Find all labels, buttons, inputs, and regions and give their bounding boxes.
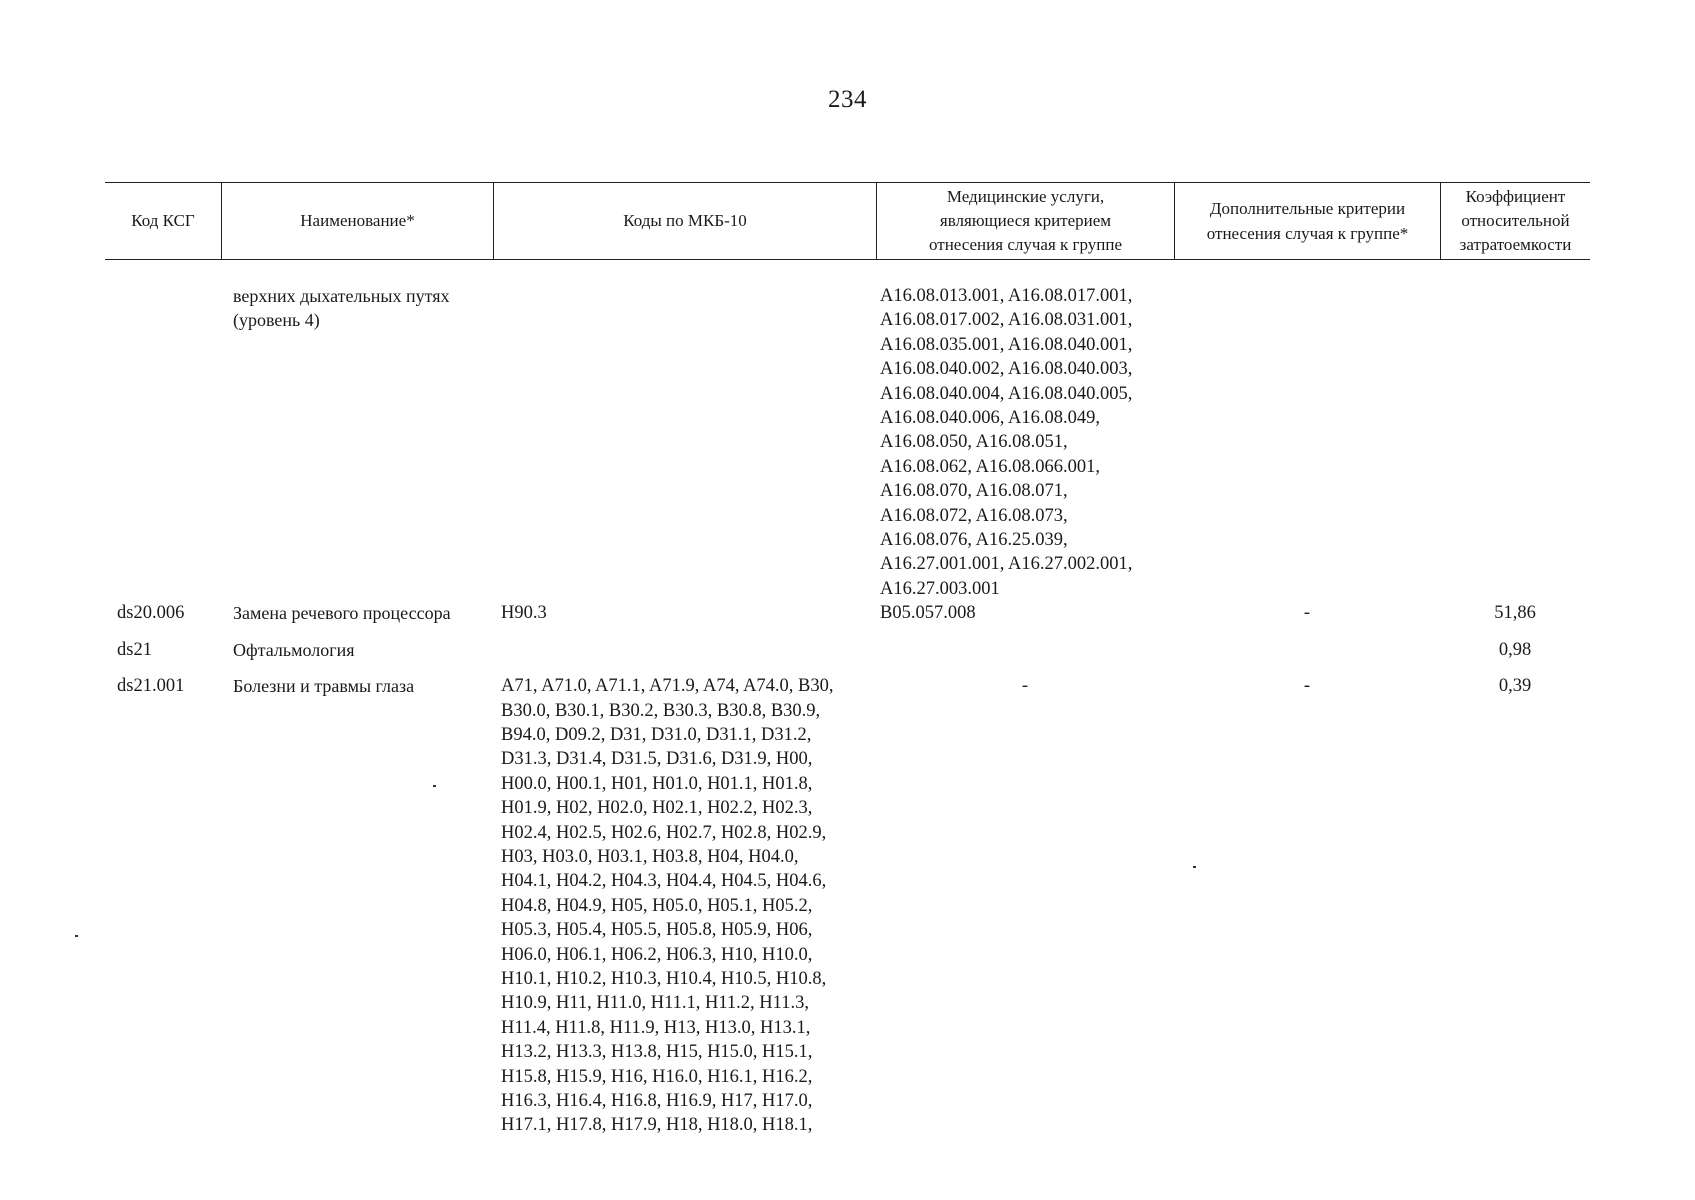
cell-services: A16.08.013.001, A16.08.017.001, A16.08.017.002, A16.08.031.001, A16.08.035.001, A16.08.040.001, A16.08.040.002, A16.08.040.003, A16.08.040.004, A16.08.040.005, A16.08.040.006, A16.08.049, A16.08.050, A16.08.051, A16.08.062, A16.08.066.001, A16.08.070, A16.08.071, A16.08.072, A16.08.073, A16.08.076, A16.25.039, A16.27.001.001, A16.27.002.001, A16.27.003.001 — [880, 286, 1133, 599]
cell-coefficient — [1440, 284, 1590, 601]
cell-name: верхних дыхательных путях (уровень 4) — [233, 286, 450, 331]
cell-name: Офтальмология — [233, 639, 355, 660]
cell-coefficient: 0,98 — [1498, 639, 1532, 660]
table-row — [105, 674, 1590, 1138]
scan-speck — [1193, 866, 1196, 868]
header-code: Код КСГ — [131, 211, 195, 230]
cell-name: Болезни и травмы глаза — [233, 676, 415, 697]
cell-icd — [493, 638, 876, 662]
cell-extra: - — [1303, 676, 1311, 697]
header-name: Наименование* — [221, 183, 493, 259]
cell-code: ds21 — [117, 639, 152, 660]
cell-icd: H90.3 — [501, 603, 547, 624]
table-row — [105, 638, 1590, 662]
cell-code — [105, 284, 221, 601]
cell-extra — [1174, 284, 1440, 601]
header-extra-criteria: Дополнительные критерии отнесения случая к группе* — [1174, 183, 1440, 259]
table-body — [105, 284, 1590, 1138]
cell-extra: - — [1303, 603, 1311, 624]
scan-speck — [75, 935, 78, 937]
cell-code: ds20.006 — [117, 603, 185, 624]
scan-speck — [433, 785, 436, 787]
table-header — [105, 182, 1590, 260]
cell-icd — [493, 284, 876, 601]
header-services: Медицинские услуги, являющиеся критерием отнесения случая к группе — [876, 183, 1174, 259]
table-row — [105, 601, 1590, 625]
cell-services: B05.057.008 — [880, 603, 976, 624]
cell-coefficient: 51,86 — [1494, 603, 1536, 624]
cell-coefficient: 0,39 — [1498, 676, 1532, 697]
cell-services: - — [1021, 676, 1029, 697]
header-icd: Коды по МКБ-10 — [493, 183, 876, 259]
cell-name: Замена речевого процессора — [233, 603, 451, 624]
cell-icd: A71, A71.0, A71.1, A71.9, A74, A74.0, B30, B30.0, B30.1, B30.2, B30.3, B30.8, B30.9, B94.0, D09.2, D31, D31.0, D31.1, D31.2, D31.3, D31.4, D31.5, D31.6, D31.9, H00, H00.0, H00.1, H01, H01.0, H01.1, H01.8, H01.9, H02, H02.0, H02.1, H02.2, H02.3, H02.4, H02.5, H02.6, H02.7, H02.8, H02.9, H03, H03.0, H03.1, H03.8, H04, H04.0, H04.1, H04.2, H04.3, H04.4, H04.5, H04.6, H04.8, H04.9, H05, H05.0, H05.1, H05.2, H05.3, H05.4, H05.5, H05.8, H05.9, H06, H06.0, H06.1, H06.2, H06.3, H10, H10.0, H10.1, H10.2, H10.3, H10.4, H10.5, H10.8, H10.9, H11, H11.0, H11.1, H11.2, H11.3, H11.4, H11.8, H11.9, H13, H13.0, H13.1, H13.2, H13.3, H13.8, H15, H15.0, H15.1, H15.8, H15.9, H16, H16.0, H16.1, H16.2, H16.3, H16.4, H16.8, H16.9, H17, H17.0, H17.1, H17.8, H17.9, H18, H18.0, H18.1, — [501, 676, 834, 1136]
cell-services — [876, 638, 1174, 662]
cell-code: ds21.001 — [117, 676, 185, 697]
page-number: 234 — [828, 86, 867, 113]
header-coefficient: Коэффициент относительной затратоемкости — [1440, 183, 1590, 259]
ksg-table — [105, 182, 1590, 1138]
table-row — [105, 284, 1590, 601]
cell-extra — [1174, 638, 1440, 662]
